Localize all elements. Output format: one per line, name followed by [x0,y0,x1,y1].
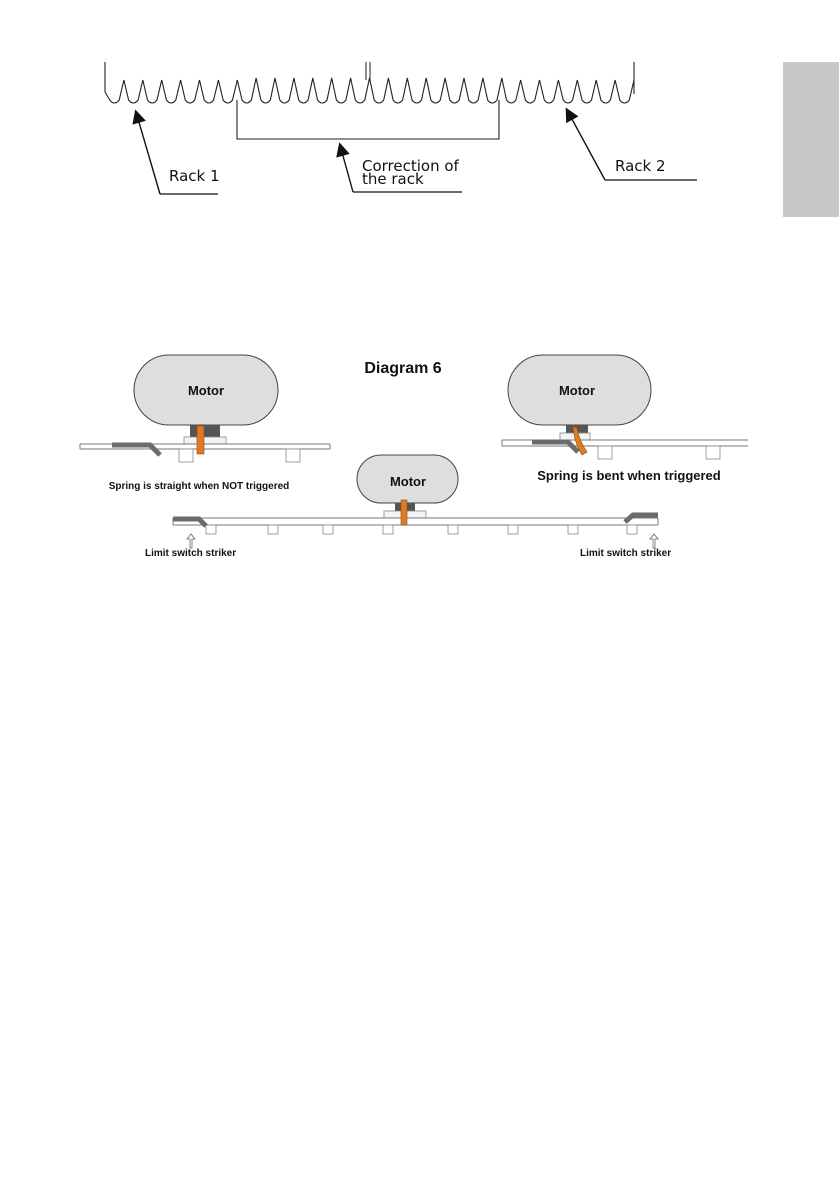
correction-label-line2: the rack [362,170,424,188]
gate-mounting-bracket [268,525,278,534]
gate-mounting-bracket [627,525,637,534]
gate-mounting-bracket [448,525,458,534]
correction-label-line1: Correction of [362,157,459,175]
rack2-label: Rack 2 [615,157,666,175]
gate-mounting-bracket [206,525,216,534]
rack-teeth [105,78,634,103]
gate-mounting-brackets [206,525,637,534]
striker-left-label: Limit switch striker [145,548,237,559]
rack1-leader-arrow [136,112,160,194]
spring-straight [197,426,204,454]
limit-switch-striker [112,445,160,455]
spring-straight-caption: Spring is straight when NOT triggered [108,481,290,492]
gate-mounting-bracket [323,525,333,534]
correction-leader-arrow [340,145,353,192]
motor-label: Motor [389,474,427,489]
pinion-gear [184,437,226,444]
motor-label: Motor [187,383,225,398]
motor-assembly-triggered [502,355,748,483]
striker-arrow-right [650,534,658,548]
spring-straight [401,500,407,525]
limit-switch-striker [532,442,578,452]
correction-bracket [237,100,499,139]
striker-arrow-left [187,534,195,548]
rack2-leader-arrow [567,110,605,180]
gate-mounting-bracket [508,525,518,534]
rack-diagram [105,62,697,194]
gate-mounting-bracket [568,525,578,534]
motor-mount [190,425,220,437]
rack1-label: Rack 1 [169,167,220,185]
striker-right-label: Limit switch striker [580,548,672,559]
gate-mounting-bracket [383,525,393,534]
diagram-title: Diagram 6 [364,360,442,377]
motor-assembly-not-triggered [80,355,330,492]
spring-bent-caption: Spring is bent when triggered [537,468,721,483]
motor-label: Motor [558,383,596,398]
side-tab [783,62,839,217]
